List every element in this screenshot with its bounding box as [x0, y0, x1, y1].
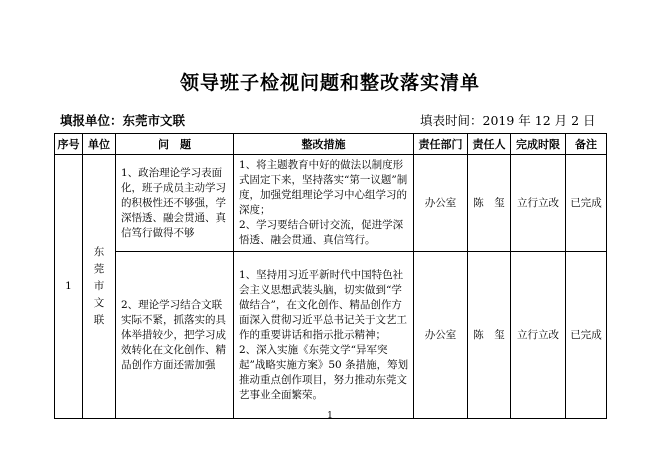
header-seq: 序号	[55, 134, 83, 155]
table-row	[55, 155, 607, 252]
deadline-cell: 立行立改	[511, 252, 566, 419]
measures-cell: 1、将主题教育中好的做法以制度形式固定下来，坚持落实“第一议题”制度，加强党组理论学习中心组学习的深度； 2、学习要结合研讨交流，促进学深悟透、融会贯通、真信笃行。	[234, 155, 414, 252]
dept-cell: 办公室	[414, 155, 468, 252]
person-cell: 陈 玺	[468, 252, 511, 419]
problem-cell: 1、政治理论学习表面化，班子成员主动学习的积极性还不够强，学深悟透、融会贯通、真信笃行做得不够	[116, 155, 234, 252]
seq-cell: 1	[55, 155, 83, 419]
measures-cell: 1、坚持用习近平新时代中国特色社会主义思想武装头脑，切实做到“学做结合”，在文化创作、精品创作方面深入贯彻习近平总书记关于文艺工作的重要讲话和指示批示精神； 2、深入实施《东莞文学“异军突起”战略实施方案》50 条措施，筹划推动重点创作项目，努力推动东莞文艺事业全面繁荣。	[234, 252, 414, 419]
page-title: 领导班子检视问题和整改落实清单	[179, 72, 480, 94]
table-row	[55, 252, 607, 419]
header-measures: 整改措施	[234, 134, 414, 155]
remark-cell: 已完成	[566, 252, 607, 419]
deadline-cell: 立行立改	[511, 155, 566, 252]
unit-cell: 东莞市文联	[83, 155, 116, 419]
fill-unit: 填报单位：东莞市文联	[60, 113, 186, 128]
table-header-row	[55, 134, 607, 155]
dept-cell: 办公室	[414, 252, 468, 419]
rectification-table	[54, 133, 607, 419]
header-deadline: 完成时限	[511, 134, 566, 155]
header-dept: 责任部门	[414, 134, 468, 155]
fill-time: 填表时间：2019 年 12 月 2 日	[420, 113, 596, 128]
problem-cell: 2、理论学习结合文联实际不紧，抓落实的具体举措较少，把学习成效转化在文化创作、精品创作方面还需加强	[116, 252, 234, 419]
header-person: 责任人	[468, 134, 511, 155]
header-problem: 问 题	[116, 134, 234, 155]
header-unit: 单位	[83, 134, 116, 155]
page-number: 1	[327, 411, 333, 421]
header-remark: 备注	[566, 134, 607, 155]
person-cell: 陈 玺	[468, 155, 511, 252]
remark-cell: 已完成	[566, 155, 607, 252]
